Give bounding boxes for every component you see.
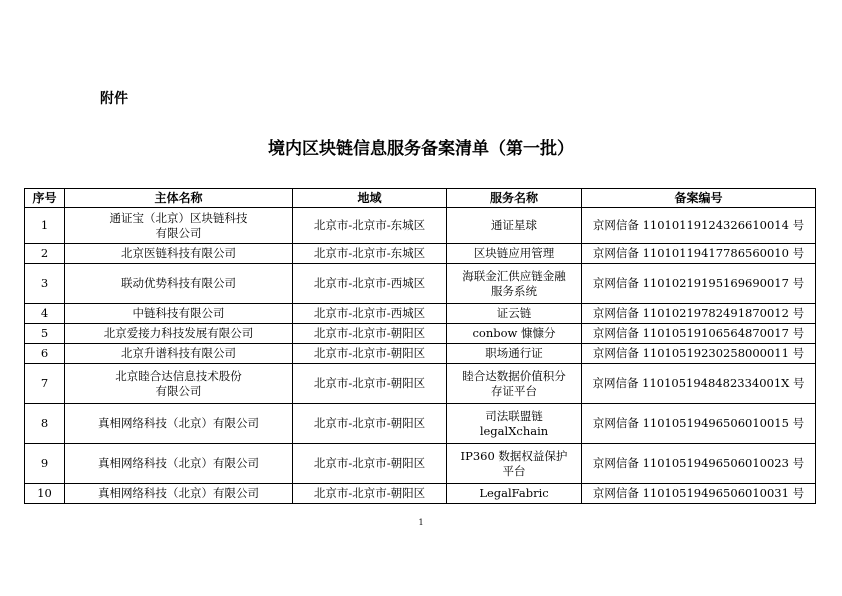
cell-index: 4 [25, 304, 65, 324]
cell-entity-name: 北京爱接力科技发展有限公司 [65, 324, 293, 344]
cell-service-name: 通证星球 [447, 208, 582, 244]
cell-service-name: conbow 慷慷分 [447, 324, 582, 344]
table-row [25, 484, 816, 504]
table-row [25, 404, 816, 444]
cell-service-name: 职场通行证 [447, 344, 582, 364]
cell-filing-number: 京网信备 11010519496506010023 号 [582, 444, 816, 484]
cell-filing-number: 京网信备 11010519496506010015 号 [582, 404, 816, 444]
cell-region: 北京市-北京市-朝阳区 [293, 444, 447, 484]
cell-index: 9 [25, 444, 65, 484]
cell-entity-name: 中链科技有限公司 [65, 304, 293, 324]
cell-filing-number: 京网信备 11010519106564870017 号 [582, 324, 816, 344]
table-row [25, 344, 816, 364]
cell-index: 8 [25, 404, 65, 444]
document-title: 境内区块链信息服务备案清单（第一批） [268, 139, 574, 159]
cell-filing-number: 京网信备 11010119124326610014 号 [582, 208, 816, 244]
cell-index: 10 [25, 484, 65, 504]
cell-index: 1 [25, 208, 65, 244]
cell-entity-name: 北京睦合达信息技术股份 有限公司 [65, 364, 293, 404]
table-row [25, 444, 816, 484]
cell-region: 北京市-北京市-西城区 [293, 304, 447, 324]
cell-entity-name: 通证宝（北京）区块链科技 有限公司 [65, 208, 293, 244]
cell-entity-name: 北京升谱科技有限公司 [65, 344, 293, 364]
cell-entity-name: 联动优势科技有限公司 [65, 264, 293, 304]
cell-index: 5 [25, 324, 65, 344]
header-filing-number: 备案编号 [582, 189, 816, 208]
cell-entity-name: 北京医链科技有限公司 [65, 244, 293, 264]
page-number: 1 [418, 518, 424, 527]
filing-list-table [24, 188, 816, 504]
table-row [25, 264, 816, 304]
cell-entity-name: 真相网络科技（北京）有限公司 [65, 444, 293, 484]
table-row [25, 244, 816, 264]
cell-region: 北京市-北京市-西城区 [293, 264, 447, 304]
cell-region: 北京市-北京市-朝阳区 [293, 324, 447, 344]
cell-region: 北京市-北京市-朝阳区 [293, 404, 447, 444]
cell-filing-number: 京网信备 11010119417786560010 号 [582, 244, 816, 264]
cell-filing-number: 京网信备 1101051948482334001X 号 [582, 364, 816, 404]
cell-region: 北京市-北京市-东城区 [293, 244, 447, 264]
cell-filing-number: 京网信备 11010519496506010031 号 [582, 484, 816, 504]
table-row [25, 364, 816, 404]
cell-filing-number: 京网信备 11010219782491870012 号 [582, 304, 816, 324]
cell-service-name: LegalFabric [447, 484, 582, 504]
attachment-label: 附件 [100, 91, 128, 107]
cell-region: 北京市-北京市-朝阳区 [293, 344, 447, 364]
cell-service-name: IP360 数据权益保护 平台 [447, 444, 582, 484]
cell-index: 6 [25, 344, 65, 364]
cell-service-name: 司法联盟链 legalXchain [447, 404, 582, 444]
header-region: 地域 [293, 189, 447, 208]
table-header-row [25, 189, 816, 208]
cell-service-name: 区块链应用管理 [447, 244, 582, 264]
table-row [25, 208, 816, 244]
cell-entity-name: 真相网络科技（北京）有限公司 [65, 484, 293, 504]
cell-service-name: 证云链 [447, 304, 582, 324]
header-service-name: 服务名称 [447, 189, 582, 208]
cell-index: 2 [25, 244, 65, 264]
cell-region: 北京市-北京市-东城区 [293, 208, 447, 244]
cell-entity-name: 真相网络科技（北京）有限公司 [65, 404, 293, 444]
cell-service-name: 海联金汇供应链金融 服务系统 [447, 264, 582, 304]
cell-filing-number: 京网信备 11010519230258000011 号 [582, 344, 816, 364]
table-row [25, 304, 816, 324]
header-entity-name: 主体名称 [65, 189, 293, 208]
cell-service-name: 睦合达数据价值积分 存证平台 [447, 364, 582, 404]
header-index: 序号 [25, 189, 65, 208]
cell-index: 7 [25, 364, 65, 404]
table-row [25, 324, 816, 344]
cell-index: 3 [25, 264, 65, 304]
cell-filing-number: 京网信备 11010219195169690017 号 [582, 264, 816, 304]
cell-region: 北京市-北京市-朝阳区 [293, 484, 447, 504]
cell-region: 北京市-北京市-朝阳区 [293, 364, 447, 404]
